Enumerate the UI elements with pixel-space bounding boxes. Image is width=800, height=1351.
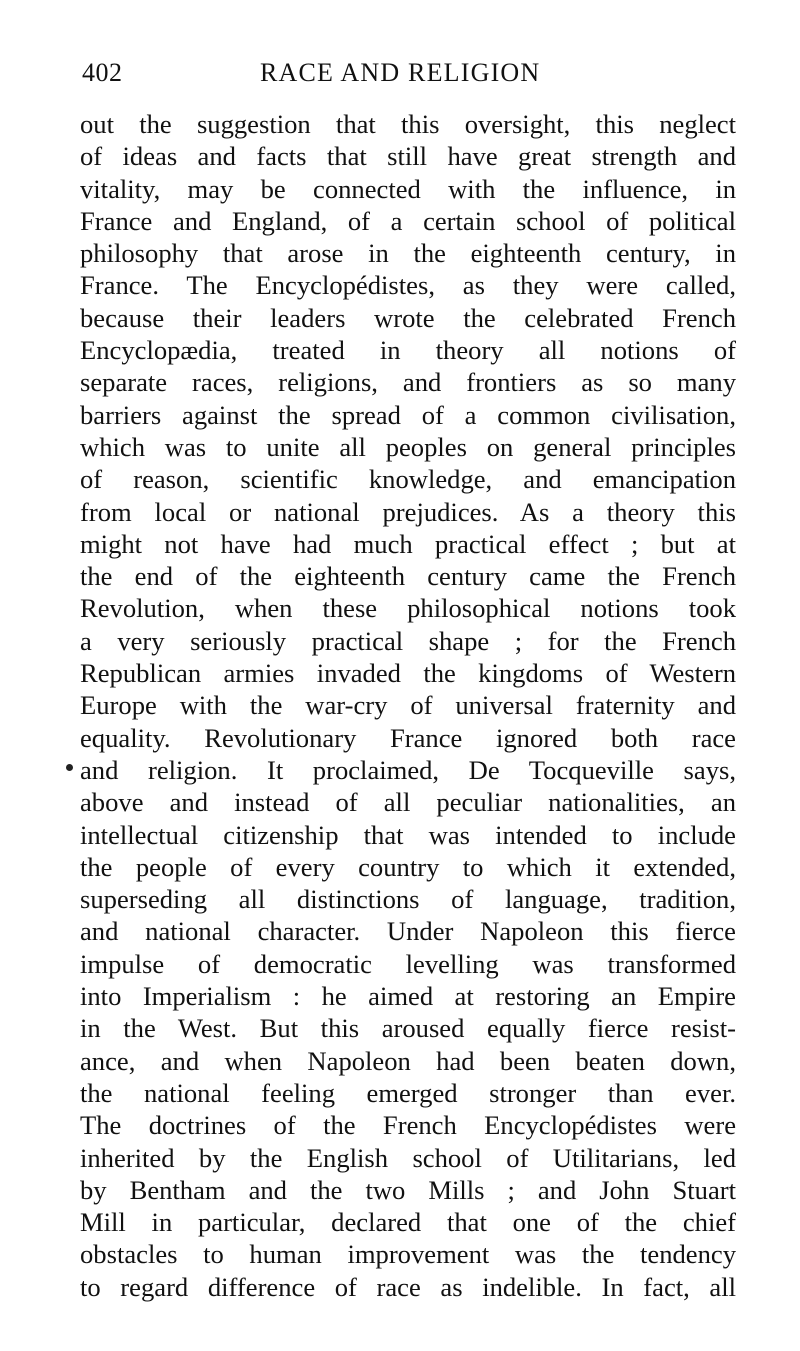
text-line: inherited by the English school of Utilitarians, led <box>80 1142 736 1173</box>
text-line: barriers against the spread of a common civilisation, <box>80 399 736 430</box>
text-line: intellectual citizenship that was intended to include <box>80 819 736 850</box>
text-line: into Imperialism : he aimed at restoring an Empire <box>80 981 736 1012</box>
text-line: in the West. But this aroused equally fierce resist- <box>80 1013 736 1044</box>
margin-mark <box>66 764 73 771</box>
text-line: France. The Encyclopédistes, as they were called, <box>80 270 736 301</box>
text-line: out the suggestion that this oversight, this neglect <box>80 109 736 139</box>
running-head <box>82 58 738 92</box>
text-line: by Bentham and the two Mills ; and John Stuart <box>80 1174 736 1205</box>
text-line: of reason, scientific knowledge, and emancipation <box>80 464 736 495</box>
text-line: Republican armies invaded the kingdoms of Western <box>80 658 736 689</box>
text-line: to regard difference of race as indelible. In fact, all <box>80 1271 736 1302</box>
text-line: the national feeling emerged stronger than ever. <box>80 1077 736 1108</box>
text-line: because their leaders wrote the celebrated French <box>80 302 736 333</box>
text-line: Europe with the war-cry of universal fraternity and <box>80 690 736 721</box>
text-line: ance, and when Napoleon had been beaten down, <box>80 1045 736 1076</box>
text-line: Encyclopædia, treated in theory all notions of <box>80 335 736 366</box>
text-line: might not have had much practical effect ; but at <box>80 528 736 559</box>
text-line: a very seriously practical shape ; for the French <box>80 625 736 656</box>
text-line: from local or national prejudices. As a theory this <box>80 496 736 527</box>
text-line: separate races, religions, and frontiers as so many <box>80 367 736 398</box>
text-line: France and England, of a certain school of political <box>80 205 736 236</box>
text-line: obstacles to human improvement was the tendency <box>80 1239 736 1270</box>
text-line: The doctrines of the French Encyclopédistes were <box>80 1110 736 1141</box>
text-line: the end of the eighteenth century came the French <box>80 561 736 592</box>
text-line: superseding all distinctions of language, tradition, <box>80 884 736 915</box>
text-line: vitality, may be connected with the influence, in <box>80 173 736 204</box>
text-line: equality. Revolutionary France ignored both race <box>80 722 736 753</box>
text-line: Revolution, when these philosophical notions took <box>80 593 736 624</box>
text-line: Mill in particular, declared that one of the chief <box>80 1207 736 1238</box>
text-line: impulse of democratic levelling was transformed <box>80 948 736 979</box>
text-line: philosophy that arose in the eighteenth century, in <box>80 238 736 269</box>
text-line: of ideas and facts that still have great strength and <box>80 141 736 172</box>
text-line: and religion. It proclaimed, De Tocqueville says, <box>80 754 736 785</box>
text-line: above and instead of all peculiar nationalities, an <box>80 787 736 818</box>
text-line: which was to unite all peoples on general principles <box>80 431 736 462</box>
text-line: and national character. Under Napoleon this fierce <box>80 916 736 947</box>
body-text <box>80 108 736 1303</box>
page-number: 402 <box>82 58 123 87</box>
text-line: the people of every country to which it extended, <box>80 851 736 882</box>
running-title: RACE AND RELIGION <box>260 58 541 87</box>
